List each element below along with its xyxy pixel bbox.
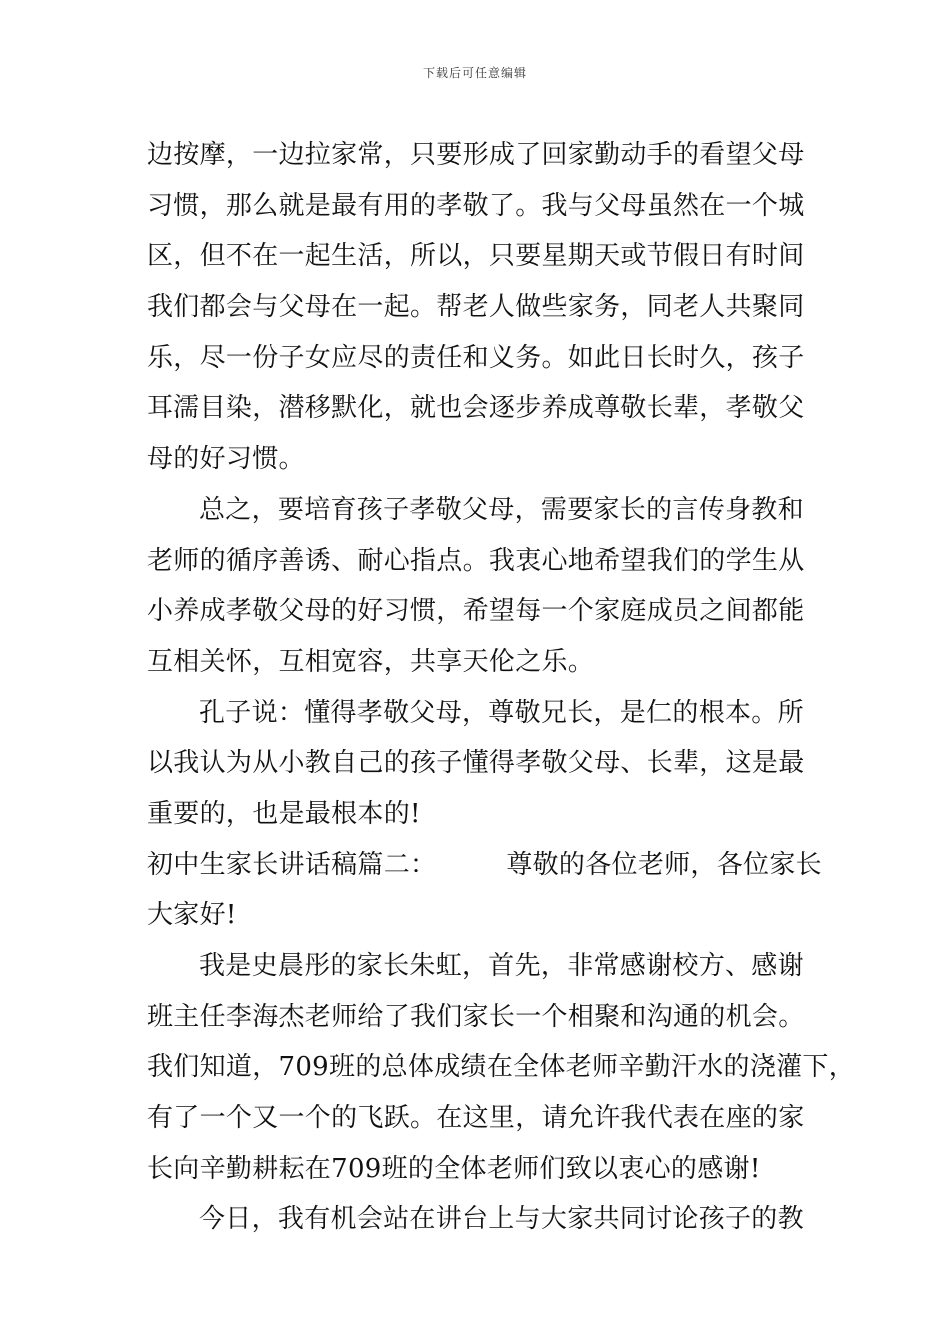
page-header: 下载后可任意编辑 — [422, 66, 527, 80]
text-line: 习惯，那么就是最有用的孝敬了。我与父母虽然在一个城 — [147, 190, 805, 221]
text-line: 我们知道，709班的总体成绩在全体老师辛勤汗水的浇灌下， — [147, 1052, 856, 1083]
text-line: 乐，尽一份子女应尽的责任和义务。如此日长时久，孩子 — [147, 342, 805, 373]
paragraph-start-line: 我是史晨彤的家长朱虹，首先，非常感谢校方、感谢 — [199, 951, 804, 981]
text-line: 互相关怀，互相宽容，共享天伦之乐。 — [147, 646, 595, 677]
section-greeting: 尊敬的各位老师，各位家长 — [506, 849, 822, 880]
text-line: 有了一个又一个的飞跃。在这里，请允许我代表在座的家 — [147, 1103, 805, 1134]
section-heading: 初中生家长讲话稿篇二： — [147, 849, 437, 880]
section-title-line — [147, 840, 822, 891]
text-line: 耳濡目染，潜移默化，就也会逐步养成尊敬长辈，孝敬父 — [147, 393, 805, 424]
text-line: 边按摩，一边拉家常，只要形成了回家勤动手的看望父母 — [147, 140, 805, 170]
text-line: 小养成孝敬父母的好习惯，希望每一个家庭成员之间都能 — [147, 596, 805, 627]
document-body — [147, 130, 856, 1245]
paragraph-start-line: 总之，要培育孩子孝敬父母，需要家长的言传身教和 — [199, 494, 804, 525]
text-line: 重要的，也是最根本的! — [147, 798, 421, 829]
text-line: 我们都会与父母在一起。帮老人做些家务，同老人共聚同 — [147, 292, 805, 323]
text-line: 老师的循序善诱、耐心指点。我衷心地希望我们的学生从 — [147, 545, 805, 576]
text-line: 区，但不在一起生活，所以，只要星期天或节假日有时间 — [147, 241, 805, 272]
paragraph-start-line: 今日，我有机会站在讲台上与大家共同讨论孩子的教 — [199, 1204, 804, 1235]
text-line: 以我认为从小教自己的孩子懂得孝敬父母、长辈，这是最 — [147, 748, 805, 779]
text-line: 母的好习惯。 — [147, 444, 305, 475]
text-line: 班主任李海杰老师给了我们家长一个相聚和沟通的机会。 — [147, 1001, 805, 1032]
text-line: 长向辛勤耕耘在709班的全体老师们致以衷心的感谢! — [147, 1153, 761, 1184]
text-line: 大家好! — [147, 900, 237, 931]
paragraph-start-line: 孔子说：懂得孝敬父母，尊敬兄长，是仁的根本。所 — [199, 697, 804, 728]
